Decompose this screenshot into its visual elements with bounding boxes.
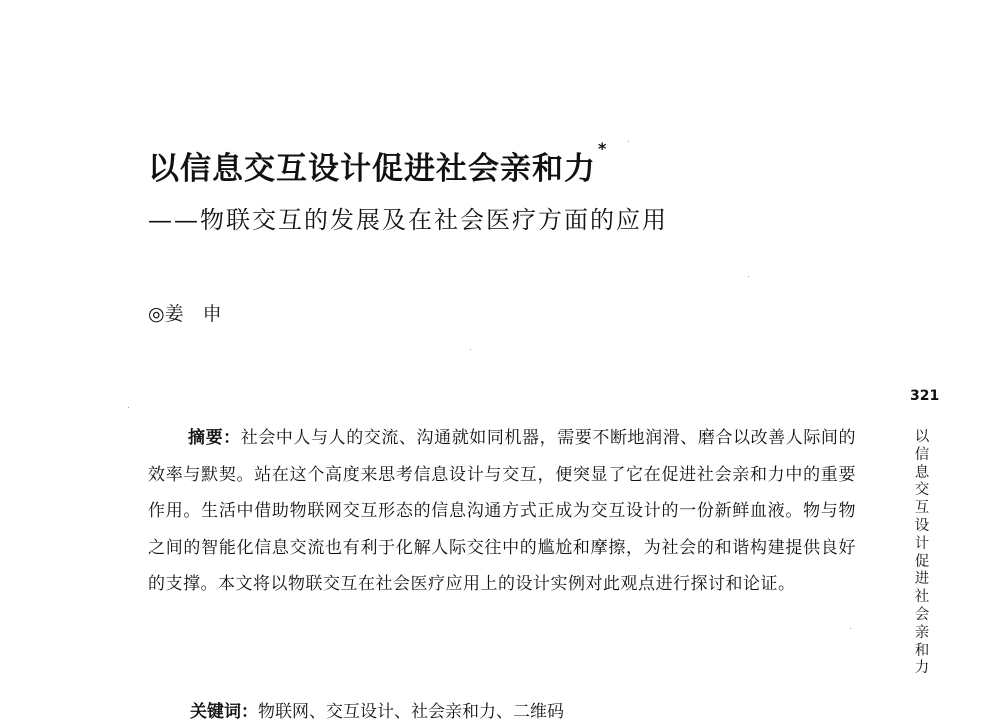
keywords bbox=[190, 697, 564, 722]
title-footnote-mark: * bbox=[598, 139, 608, 158]
abstract-text: 社会中人与人的交流、沟通就如同机器，需要不断地润滑、磨合以改善人际间的效率与默契。站在这个高度来思考信息设计与交互，便突显了它在促进社会亲和力中的重要作用。生活中借助物联网交互形态的信息沟通方式正成为交互设计的一份新鲜血液。物与物之间的智能化信息交流也有利于化解人际交往中的尴尬和摩擦，为社会的和谐构建提供良好的支撑。本文将以物联交互在社会医疗应用上的设计实例对此观点进行探讨和论证。 bbox=[148, 428, 857, 595]
scan-speck bbox=[628, 141, 629, 142]
abstract-label: 摘要： bbox=[188, 428, 241, 448]
article-subtitle: ——物联交互的发展及在社会医疗方面的应用 bbox=[148, 206, 668, 234]
abstract bbox=[148, 420, 856, 603]
running-head: 以信息交互设计促进社会亲和力 bbox=[914, 429, 930, 677]
article-title bbox=[148, 139, 608, 188]
scan-speck bbox=[748, 276, 749, 277]
author-name: ◎姜 申 bbox=[148, 303, 222, 325]
keywords-label: 关键词： bbox=[190, 702, 258, 722]
scan-speck bbox=[470, 349, 471, 350]
keywords-text: 物联网、交互设计、社会亲和力、二维码 bbox=[258, 702, 564, 722]
scan-speck bbox=[850, 628, 851, 629]
scan-speck bbox=[128, 407, 129, 408]
article-title-text: 以信息交互设计促进社会亲和力 bbox=[148, 151, 596, 187]
page-number: 321 bbox=[910, 388, 940, 404]
